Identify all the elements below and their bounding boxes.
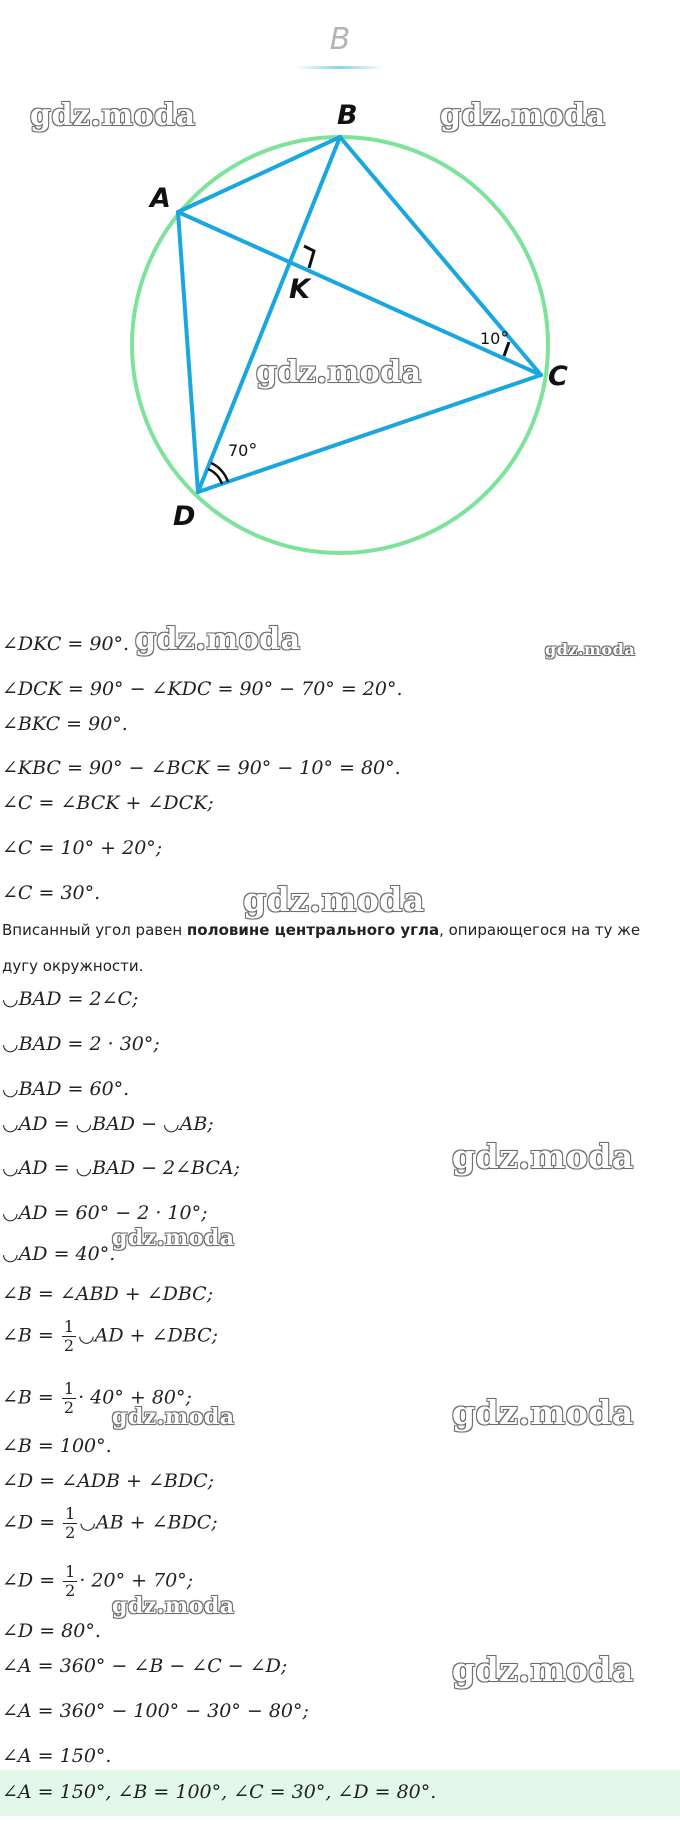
- step-prefix: ∠D =: [2, 1511, 62, 1534]
- step-prefix: ∠D =: [2, 1569, 62, 1592]
- point-a-label: A: [150, 183, 171, 214]
- watermark: gdz.moda: [112, 1404, 235, 1430]
- solution-step: ∠A = 360° − ∠B − ∠C − ∠D;: [2, 1655, 288, 1677]
- diagonal-bd: [198, 137, 340, 492]
- solution-step: ∠B = 100°.: [2, 1435, 112, 1457]
- solution-step: ◡AD = ◡BAD − 2∠BCA;: [2, 1157, 241, 1179]
- geometry-figure: [0, 80, 680, 560]
- theorem-paragraph: [2, 912, 672, 984]
- step-suffix: ◡AB + ∠BDC;: [79, 1511, 218, 1534]
- watermark: gdz.moda: [440, 98, 606, 133]
- fraction-numerator: 1: [65, 1562, 76, 1581]
- solution-step: ∠D = 80°.: [2, 1620, 101, 1642]
- segment-da: [178, 212, 198, 492]
- step-suffix: ◡AD + ∠DBC;: [78, 1324, 219, 1347]
- solution-step: ◡BAD = 60°.: [2, 1078, 130, 1100]
- title-underline: [295, 66, 385, 69]
- fraction: [63, 1563, 77, 1600]
- fraction-step: [2, 1318, 218, 1355]
- step-suffix: · 20° + 70°;: [79, 1569, 194, 1592]
- fraction-numerator: 1: [63, 1317, 75, 1336]
- angle-c-value: 10°: [480, 328, 510, 349]
- watermark: gdz.moda: [30, 98, 196, 133]
- solution-step: ∠A = 150°.: [2, 1745, 112, 1767]
- theorem-text-end: , опирающегося на ту же дугу окружности.: [2, 921, 641, 975]
- watermark: gdz.moda: [452, 1393, 634, 1432]
- watermark: gdz.moda: [243, 880, 425, 919]
- point-c-label: C: [548, 361, 568, 392]
- solution-step: ∠DCK = 90° − ∠KDC = 90° − 70° = 20°.: [2, 678, 403, 700]
- fraction-denominator: 2: [63, 1336, 75, 1355]
- right-angle-mark: [304, 246, 314, 268]
- solution-step: ∠C = ∠BCK + ∠DCK;: [2, 792, 214, 814]
- fraction-step: [2, 1505, 218, 1542]
- fraction-numerator: 1: [63, 1379, 75, 1398]
- fraction-numerator: 1: [65, 1504, 76, 1523]
- angle-arc-d-inner: [208, 469, 222, 484]
- theorem-text-bold: половине центрального угла: [186, 921, 440, 939]
- solution-step: ∠B = ∠ABD + ∠DBC;: [2, 1283, 214, 1305]
- diagonal-ac: [178, 212, 541, 375]
- watermark: gdz.moda: [112, 1225, 235, 1251]
- watermark: gdz.moda: [256, 355, 422, 390]
- step-suffix: · 40° + 80°;: [78, 1386, 192, 1409]
- section-title: B: [329, 22, 351, 57]
- watermark: gdz.moda: [452, 1137, 634, 1176]
- fraction: [62, 1380, 76, 1417]
- final-answer: ∠A = 150°, ∠B = 100°, ∠C = 30°, ∠D = 80°.: [2, 1781, 437, 1803]
- fraction-step: [2, 1380, 192, 1417]
- watermark: gdz.moda: [112, 1593, 235, 1619]
- solution-step: ◡AD = ◡BAD − ◡AB;: [2, 1113, 214, 1135]
- solution-step: ◡BAD = 2 · 30°;: [2, 1033, 160, 1055]
- point-b-label: B: [337, 100, 358, 131]
- watermark: gdz.moda: [452, 1650, 634, 1689]
- fraction-denominator: 2: [65, 1581, 76, 1600]
- theorem-text-start: Вписанный угол равен: [2, 921, 187, 939]
- step-prefix: ∠B =: [2, 1386, 60, 1409]
- solution-step: ∠A = 360° − 100° − 30° − 80°;: [2, 1700, 309, 1722]
- segment-bc: [340, 137, 541, 375]
- angle-d-value: 70°: [228, 440, 258, 461]
- solution-step: ∠BKC = 90°.: [2, 713, 128, 735]
- watermark: gdz.moda: [135, 622, 301, 657]
- solution-step: ∠C = 10° + 20°;: [2, 837, 163, 859]
- segment-cd: [198, 375, 541, 492]
- fraction-denominator: 2: [65, 1523, 76, 1542]
- fraction-denominator: 2: [63, 1398, 75, 1417]
- solution-step: ∠D = ∠ADB + ∠BDC;: [2, 1470, 215, 1492]
- solution-step: ∠C = 30°.: [2, 882, 101, 904]
- solution-step: ∠DKC = 90°.: [2, 633, 130, 655]
- solution-step: ∠KBC = 90° − ∠BCK = 90° − 10° = 80°.: [2, 757, 401, 779]
- watermark: gdz.moda: [545, 640, 636, 659]
- fraction: [63, 1505, 77, 1542]
- fraction-step: [2, 1563, 193, 1600]
- point-k-label: K: [289, 274, 310, 305]
- solution-step: ◡BAD = 2∠C;: [2, 988, 139, 1010]
- point-d-label: D: [173, 501, 196, 532]
- solution-step: ◡AD = 60° − 2 · 10°;: [2, 1202, 208, 1224]
- solution-step: ◡AD = 40°.: [2, 1243, 116, 1265]
- fraction: [62, 1318, 76, 1355]
- step-prefix: ∠B =: [2, 1324, 60, 1347]
